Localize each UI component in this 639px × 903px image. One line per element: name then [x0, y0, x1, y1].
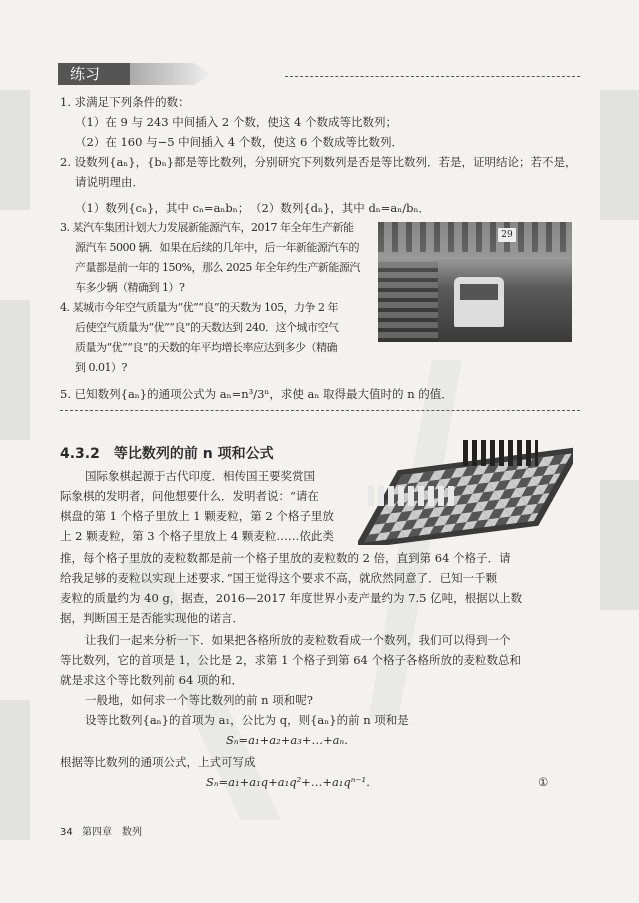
exercise-4: 到 0.01）?: [75, 361, 127, 374]
paragraph-line: 一般地，如何求一个等比数列的前 n 项和呢?: [85, 693, 313, 707]
watermark: [0, 300, 30, 440]
paragraph-line: 就是求这个等比数列前 64 项的和．: [60, 673, 243, 687]
exercise-1-1: （1）在 9 与 243 中间插入 2 个数，使这 4 个数成等比数列；: [75, 115, 397, 129]
paragraph-line: 让我们一起来分析一下．如果把各格所放的麦粒数看成一个数列，我们可以得到一个: [85, 633, 511, 647]
exercise-4: 后使空气质量为“优”“良”的天数达到 240．这个城市空气: [75, 321, 339, 334]
chessboard-photo: [358, 440, 573, 545]
paragraph-line: 等比数列，它的首项是 1，公比是 2，求第 1 个格子到第 64 个格子各格所放的麦粒数总和: [60, 653, 522, 667]
factory-photo: [378, 222, 572, 342]
exercise-3: 车多少辆（精确到 1）?: [75, 281, 185, 294]
paragraph-line: 据，判断国王是否能实现他的诺言．: [60, 611, 244, 625]
watermark: [600, 480, 639, 610]
exercise-4: 4. 某城市今年空气质量为“优”“良”的天数为 105，力争 2 年: [60, 301, 338, 314]
paragraph-line: 给我足够的麦粒以实现上述要求．”国王觉得这个要求不高，就欣然同意了．已知一千颗: [60, 571, 498, 585]
watermark: [600, 90, 639, 220]
paragraph-line: 根据等比数列的通项公式，上式可写成: [60, 755, 256, 769]
exercise-1: 1. 求满足下列条件的数：: [60, 95, 190, 109]
exercise-5: 5. 已知数列{aₙ}的通项公式为 aₙ=n³/3ⁿ，求使 aₙ 取得最大值时的 n 的值．: [60, 387, 453, 401]
station-number-sign: 29: [498, 228, 516, 242]
formula-number: ①: [538, 775, 549, 789]
exercise-header-title: 练习: [70, 65, 101, 83]
exercise-4: 质量为“优”“良”的天数的年平均增长率应达到多少（精确: [75, 341, 337, 354]
section-title: 4.3.2 等比数列的前 n 项和公式: [60, 446, 274, 462]
exercise-1-2: （2）在 160 与−5 中间插入 4 个数，使这 6 个数成等比数列．: [75, 135, 403, 149]
paragraph-line: 国际象棋起源于古代印度．相传国王要奖赏国: [85, 469, 315, 483]
paragraph-line: 麦粒的质量约为 40 g，据查，2016—2017 年度世界小麦产量约为 7.5 亿吨，根据以上数: [60, 591, 523, 605]
watermark: [0, 90, 30, 210]
exercise-3: 产量都是前一年的 150%，那么 2025 年全年约生产新能源汽: [75, 261, 360, 274]
formula-1: Sₙ=a₁+a₁q+a₁q²+…+a₁qⁿ⁻¹．: [206, 775, 378, 789]
exercise-header-arrow: [130, 63, 210, 85]
paragraph-line: 棋盘的第 1 个格子里放上 1 颗麦粒，第 2 个格子里放: [60, 509, 334, 523]
watermark: [0, 700, 30, 840]
divider: [60, 410, 580, 411]
exercise-3: 源汽车 5000 辆．如果在后续的几年中，后一年新能源汽车的: [75, 241, 359, 254]
exercise-2: 2. 设数列{aₙ}，{bₙ}都是等比数列，分别研究下列数列是否是等比数列．若是，证明结论；若不是，: [60, 155, 577, 169]
paragraph-line: 推，每个格子里放的麦粒数都是前一个格子里放的麦粒数的 2 倍，直到第 64 个格子．请: [60, 551, 511, 565]
page-number: 34: [60, 827, 73, 838]
exercise-3: 3. 某汽车集团计划大力发展新能源汽车，2017 年全年生产新能: [60, 221, 354, 234]
exercise-2-2: （2）数列{dₙ}，其中 dₙ=aₙ/bₙ．: [250, 201, 430, 215]
exercise-2-1: （1）数列{cₙ}，其中 cₙ=aₙbₙ；: [75, 201, 250, 215]
paragraph-line: 设等比数列{aₙ}的首项为 a₁，公比为 q，则{aₙ}的前 n 项和是: [85, 713, 409, 727]
divider: [285, 76, 580, 77]
paragraph-line: 际象棋的发明者，问他想要什么．发明者说：“请在: [60, 489, 319, 503]
exercise-2-cont: 请说明理由．: [75, 175, 144, 189]
chess-pieces-icon: [463, 440, 538, 466]
paragraph-line: 上 2 颗麦粒，第 3 个格子里放上 4 颗麦粒……依此类: [60, 529, 334, 543]
formula-sum: Sₙ=a₁+a₂+a₃+…+aₙ．: [226, 733, 356, 747]
chapter-label: 第四章 数列: [82, 827, 142, 838]
